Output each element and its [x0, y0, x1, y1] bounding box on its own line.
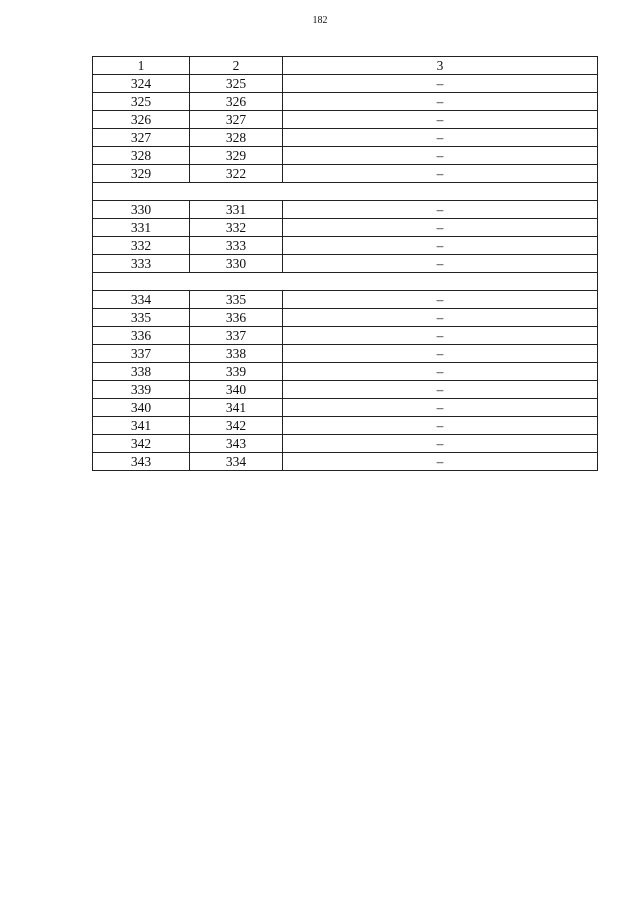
table-cell-col-1: 336: [93, 327, 190, 345]
table-cell-col-3: –: [283, 147, 598, 165]
table-cell-col-3: –: [283, 399, 598, 417]
table-cell-col-3: –: [283, 111, 598, 129]
table-cell-col-3: –: [283, 327, 598, 345]
table-cell-col-1: 326: [93, 111, 190, 129]
table-cell-col-1: 325: [93, 93, 190, 111]
table-cell-col-2: 340: [190, 381, 283, 399]
table-row: [93, 201, 598, 219]
table-cell-col-3: –: [283, 237, 598, 255]
table-cell-col-1: 327: [93, 129, 190, 147]
table-row: [93, 93, 598, 111]
table-cell-col-3: –: [283, 75, 598, 93]
table-row: [93, 291, 598, 309]
data-table: [92, 56, 598, 471]
table-cell-col-2: 329: [190, 147, 283, 165]
table-cell-col-3: –: [283, 129, 598, 147]
table-row: [93, 75, 598, 93]
table-row: [93, 435, 598, 453]
table-cell-col-3: –: [283, 291, 598, 309]
table-cell-col-2: 331: [190, 201, 283, 219]
table-cell-col-3: –: [283, 417, 598, 435]
table-row: [93, 165, 598, 183]
table-cell-col-1: 333: [93, 255, 190, 273]
table-row: [93, 327, 598, 345]
table-row: [93, 453, 598, 471]
table-cell-col-3: –: [283, 93, 598, 111]
table-cell-col-3: –: [283, 345, 598, 363]
table-cell-col-2: 328: [190, 129, 283, 147]
table-row: [93, 147, 598, 165]
table-cell-col-2: 334: [190, 453, 283, 471]
table-cell-col-3: –: [283, 453, 598, 471]
table-cell-col-2: 343: [190, 435, 283, 453]
table-row: [93, 417, 598, 435]
table-cell-col-3: –: [283, 381, 598, 399]
group-separator-row: [93, 183, 598, 201]
table-row: [93, 309, 598, 327]
table-row: [93, 363, 598, 381]
table-cell-col-2: 332: [190, 219, 283, 237]
table-cell-col-3: –: [283, 219, 598, 237]
table-cell-col-3: –: [283, 435, 598, 453]
table-body: [93, 75, 598, 471]
table-header-row: [93, 57, 598, 75]
group-separator-row: [93, 273, 598, 291]
table-cell-col-2: 337: [190, 327, 283, 345]
table-cell-col-2: 322: [190, 165, 283, 183]
table-row: [93, 345, 598, 363]
page-number: 182: [312, 15, 328, 26]
table-cell-col-3: –: [283, 165, 598, 183]
table-cell-col-1: 324: [93, 75, 190, 93]
table-cell-col-2: 327: [190, 111, 283, 129]
table-cell-col-2: 330: [190, 255, 283, 273]
table-row: [93, 399, 598, 417]
table-cell-col-2: 325: [190, 75, 283, 93]
group-separator-cell: [93, 273, 598, 291]
table-cell-col-1: 330: [93, 201, 190, 219]
table-cell-col-1: 332: [93, 237, 190, 255]
table-cell-col-2: 333: [190, 237, 283, 255]
column-header-1: 1: [93, 57, 190, 75]
table-cell-col-3: –: [283, 255, 598, 273]
table-cell-col-2: 341: [190, 399, 283, 417]
table-cell-col-2: 336: [190, 309, 283, 327]
table-cell-col-3: –: [283, 201, 598, 219]
table-cell-col-2: 339: [190, 363, 283, 381]
table-cell-col-1: 339: [93, 381, 190, 399]
table-cell-col-3: –: [283, 309, 598, 327]
table-cell-col-2: 338: [190, 345, 283, 363]
table-row: [93, 219, 598, 237]
table-cell-col-1: 335: [93, 309, 190, 327]
table-cell-col-2: 335: [190, 291, 283, 309]
table-row: [93, 111, 598, 129]
table-cell-col-1: 343: [93, 453, 190, 471]
table-row: [93, 237, 598, 255]
table-row: [93, 255, 598, 273]
table-cell-col-1: 334: [93, 291, 190, 309]
table-cell-col-3: –: [283, 363, 598, 381]
table-cell-col-2: 326: [190, 93, 283, 111]
table-row: [93, 129, 598, 147]
table-cell-col-1: 329: [93, 165, 190, 183]
column-header-3: 3: [283, 57, 598, 75]
column-header-2: 2: [190, 57, 283, 75]
table-cell-col-1: 338: [93, 363, 190, 381]
table-cell-col-1: 337: [93, 345, 190, 363]
table-cell-col-1: 340: [93, 399, 190, 417]
table-cell-col-1: 328: [93, 147, 190, 165]
table-cell-col-2: 342: [190, 417, 283, 435]
table-cell-col-1: 331: [93, 219, 190, 237]
table-cell-col-1: 342: [93, 435, 190, 453]
group-separator-cell: [93, 183, 598, 201]
table-cell-col-1: 341: [93, 417, 190, 435]
table-row: [93, 381, 598, 399]
